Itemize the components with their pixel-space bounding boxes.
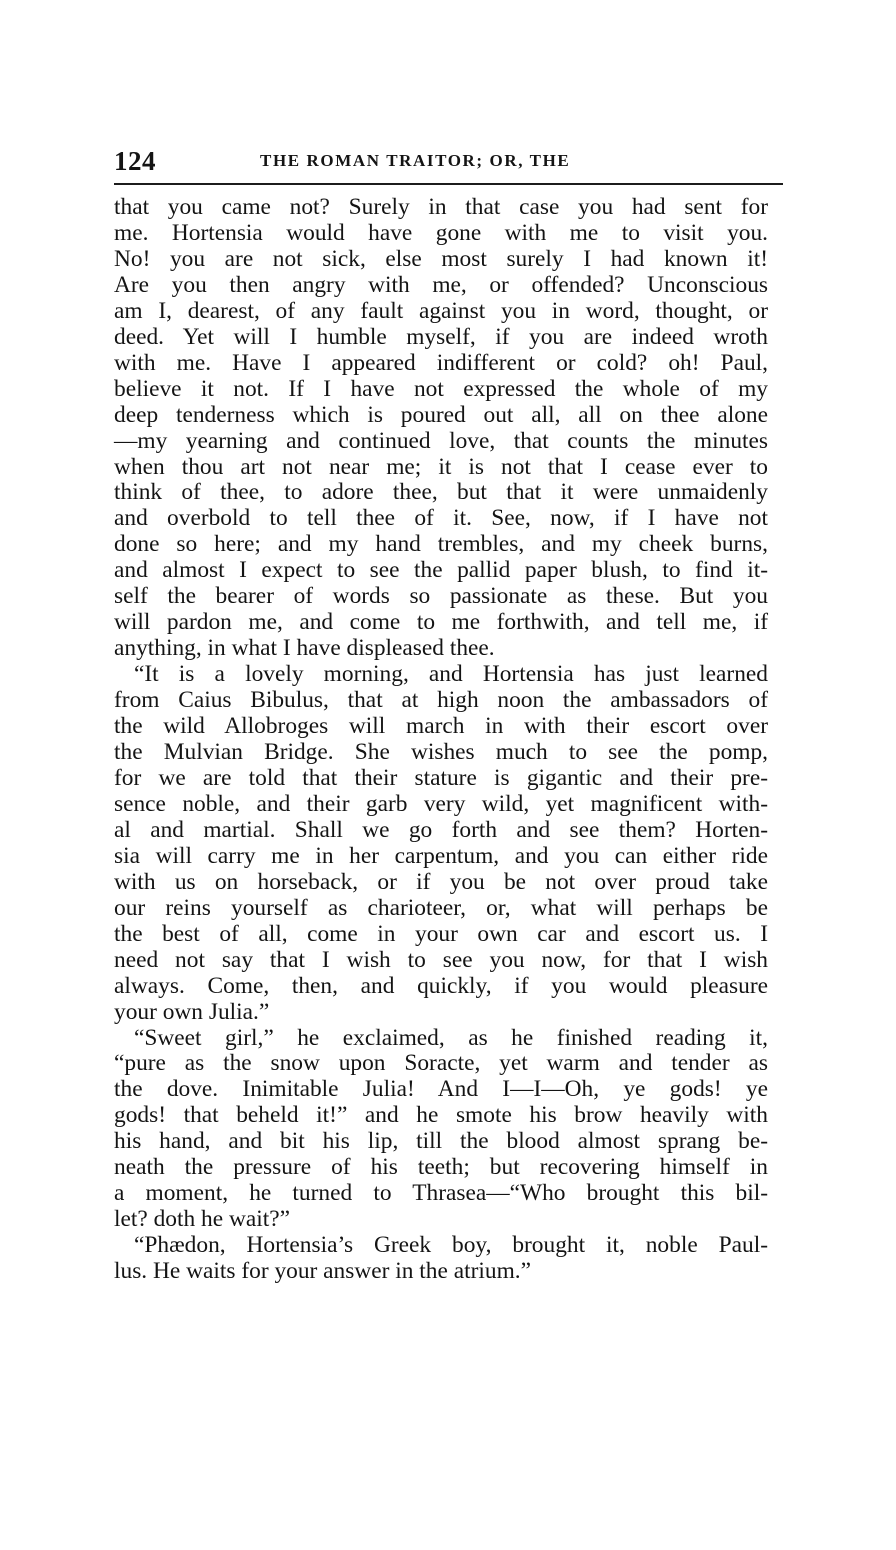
text-line: sence noble, and their garb very wild, yet magnificent with- <box>114 790 768 817</box>
body-text <box>114 195 768 1285</box>
text-line: with us on horseback, or if you be not over proud take <box>114 868 768 895</box>
text-line: me. Hortensia would have gone with me to visit you. <box>114 219 768 246</box>
text-line: need not say that I wish to see you now, for that I wish <box>114 946 768 973</box>
text-line: am I, dearest, of any fault against you in word, thought, or <box>114 297 768 324</box>
text-line: No! you are not sick, else most surely I had known it! <box>114 245 768 272</box>
page-header <box>114 146 768 180</box>
text-line: anything, in what I have displeased thee. <box>114 635 495 662</box>
text-line: “pure as the snow upon Soracte, yet warm and tender as <box>114 1050 768 1077</box>
text-line: neath the pressure of his teeth; but recovering himself in <box>114 1154 768 1181</box>
text-line: the best of all, come in your own car and escort us. I <box>114 920 768 947</box>
text-line: let? doth he wait?” <box>114 1206 291 1233</box>
text-line: gods! that beheld it!” and he smote his brow heavily with <box>114 1102 768 1129</box>
text-line: always. Come, then, and quickly, if you would pleasure <box>114 972 768 999</box>
text-line: his hand, and bit his lip, till the blood almost sprang be- <box>114 1128 768 1155</box>
text-line: and overbold to tell thee of it. See, now, if I have not <box>114 505 768 532</box>
text-line: the Mulvian Bridge. She wishes much to see the pomp, <box>114 739 768 766</box>
running-title: THE ROMAN TRAITOR; OR, THE <box>260 151 571 170</box>
page-number: 124 <box>114 146 156 176</box>
text-line: self the bearer of words so passionate as these. But you <box>114 583 768 610</box>
text-line: “Phædon, Hortensia’s Greek boy, brought it, noble Paul- <box>134 1232 768 1259</box>
text-line: believe it not. If I have not expressed the whole of my <box>114 375 768 402</box>
text-line: think of thee, to adore thee, but that it were unmaidenly <box>114 479 768 506</box>
header-rule <box>114 183 783 185</box>
text-line: with me. Have I appeared indifferent or cold? oh! Paul, <box>114 349 768 376</box>
text-line: “Sweet girl,” he exclaimed, as he finished reading it, <box>134 1024 768 1051</box>
text-line: al and martial. Shall we go forth and see them? Horten- <box>114 816 768 843</box>
text-line: the wild Allobroges will march in with their escort over <box>114 713 768 740</box>
text-line: —my yearning and continued love, that counts the minutes <box>114 427 768 454</box>
text-line: your own Julia.” <box>114 998 270 1025</box>
text-line: for we are told that their stature is gigantic and their pre- <box>114 764 768 791</box>
text-line: sia will carry me in her carpentum, and you can either ride <box>114 842 768 869</box>
text-line: and almost I expect to see the pallid paper blush, to find it- <box>114 557 768 584</box>
text-line: will pardon me, and come to me forthwith, and tell me, if <box>114 609 768 636</box>
text-line: a moment, he turned to Thrasea—“Who brought this bil- <box>114 1180 768 1207</box>
text-line: lus. He waits for your answer in the atrium.” <box>114 1258 532 1285</box>
text-line: the dove. Inimitable Julia! And I—I—Oh, ye gods! ye <box>114 1076 768 1103</box>
text-line: “It is a lovely morning, and Hortensia has just learned <box>134 661 768 688</box>
text-line: that you came not? Surely in that case you had sent for <box>114 194 768 220</box>
text-line: when thou art not near me; it is not that I cease ever to <box>114 453 768 480</box>
text-line: deep tenderness which is poured out all, all on thee alone <box>114 401 768 428</box>
text-line: our reins yourself as charioteer, or, what will perhaps be <box>114 894 768 921</box>
text-line: Are you then angry with me, or offended? Unconscious <box>114 271 768 298</box>
text-line: from Caius Bibulus, that at high noon the ambassadors of <box>114 687 768 714</box>
text-line: done so here; and my hand trembles, and my cheek burns, <box>114 531 768 558</box>
text-line: deed. Yet will I humble myself, if you are indeed wroth <box>114 323 768 350</box>
